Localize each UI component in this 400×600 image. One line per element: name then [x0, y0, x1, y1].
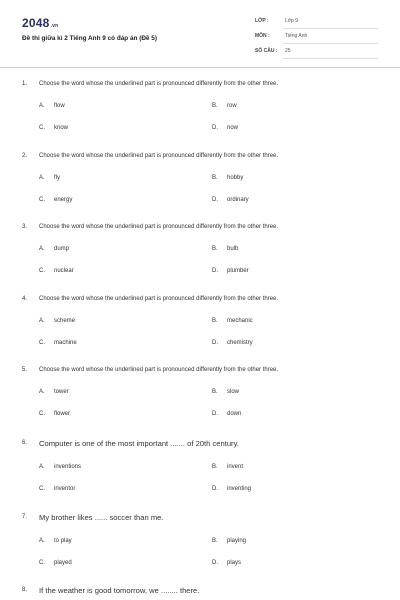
question-number: 8. [22, 587, 28, 593]
option-d[interactable]: D. down [212, 411, 242, 417]
exam-title: Đề thi giữa kì 2 Tiếng Anh 9 có đáp án (Đề 5) [22, 35, 157, 42]
question-text: Choose the word whose the underlined part is pronounced differently from the other three. [39, 224, 279, 230]
question-number: 5. [22, 367, 28, 373]
option-b[interactable]: B. slow [212, 389, 240, 395]
option-a[interactable]: A. dump [39, 246, 70, 252]
meta-label: SỐ CÂU : [255, 48, 278, 54]
option-d[interactable]: D. plumber [212, 268, 249, 274]
meta-label: LỚP : [255, 18, 269, 24]
option-a[interactable]: A. flow [39, 103, 65, 109]
option-c[interactable]: C. inventor [39, 486, 76, 492]
meta-underline [283, 28, 378, 29]
option-b[interactable]: B. playing [212, 538, 247, 544]
option-a[interactable]: A. inventions [39, 464, 82, 470]
option-c[interactable]: C. know [39, 125, 69, 131]
option-c[interactable]: C. energy [39, 197, 73, 203]
question-number: 3. [22, 224, 28, 230]
logo-suffix: .vn [50, 23, 59, 29]
question-number: 6. [22, 440, 28, 446]
option-c[interactable]: C. machine [39, 340, 77, 346]
site-logo[interactable] [22, 16, 58, 30]
option-b[interactable]: B. invent [212, 464, 244, 470]
question-text: Choose the word whose the underlined part is pronounced differently from the other three. [39, 367, 279, 373]
meta-subject [255, 33, 378, 46]
question-text: My brother likes ...... soccer than me. [39, 513, 164, 522]
meta-value: 25 [285, 48, 291, 54]
question-text: Choose the word whose the underlined part is pronounced differently from the other three. [39, 81, 279, 87]
option-d[interactable]: D. ordinary [212, 197, 249, 203]
question-number: 1. [22, 81, 28, 87]
meta-label: MÔN : [255, 33, 270, 39]
question-text: Choose the word whose the underlined part is pronounced differently from the other three. [39, 296, 279, 302]
meta-value: Tiếng Anh [285, 33, 308, 39]
question-number: 7. [22, 514, 28, 520]
question-text: If the weather is good tomorrow, we ........ there. [39, 586, 200, 595]
option-d[interactable]: D. chemistry [212, 340, 253, 346]
option-c[interactable]: C. flower [39, 411, 71, 417]
option-a[interactable]: A. scheme [39, 318, 76, 324]
option-b[interactable]: B. row [212, 103, 237, 109]
option-b[interactable]: B. bulb [212, 246, 239, 252]
option-a[interactable]: A. to play [39, 538, 72, 544]
header-divider [0, 67, 400, 68]
exam-header [0, 0, 400, 66]
question-text: Computer is one of the most important ....... of 20th century. [39, 439, 239, 448]
meta-question-count [255, 48, 378, 61]
option-b[interactable]: B. hobby [212, 175, 244, 181]
meta-underline [283, 43, 378, 44]
option-d[interactable]: D. inventing [212, 486, 252, 492]
option-b[interactable]: B. mechanic [212, 318, 253, 324]
question-number: 2. [22, 153, 28, 159]
option-c[interactable]: C. played [39, 560, 72, 566]
option-d[interactable]: D. plays [212, 560, 242, 566]
meta-underline [283, 58, 378, 59]
question-number: 4. [22, 296, 28, 302]
option-a[interactable]: A. fly [39, 175, 60, 181]
meta-value: Lớp 9 [285, 18, 299, 24]
logo-text: 2048 [22, 16, 50, 30]
option-a[interactable]: A. tower [39, 389, 69, 395]
question-text: Choose the word whose the underlined part is pronounced differently from the other three. [39, 153, 279, 159]
option-d[interactable]: D. now [212, 125, 239, 131]
option-c[interactable]: C. nuclear [39, 268, 74, 274]
meta-class [255, 18, 378, 31]
